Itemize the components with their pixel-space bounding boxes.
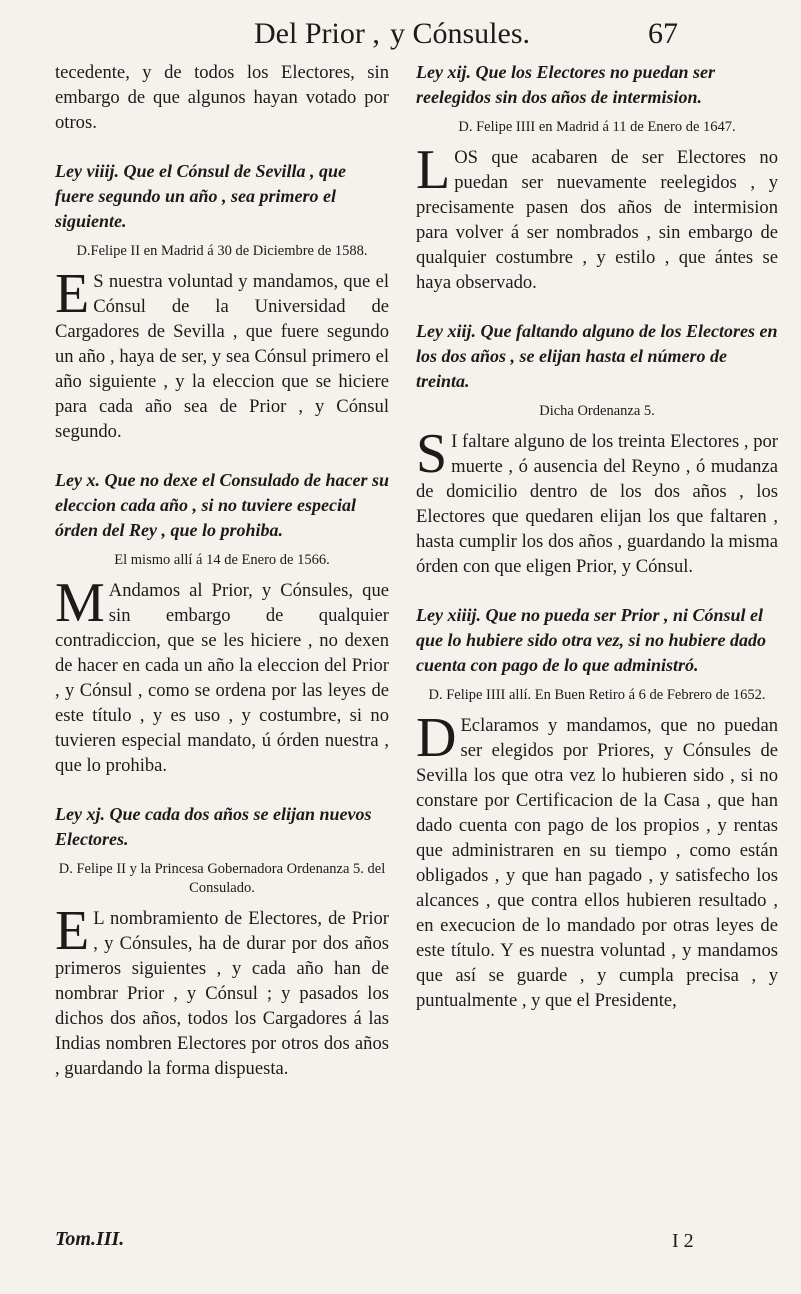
law-13-body [416, 423, 778, 579]
law-10-body [55, 572, 389, 778]
law-13-text: I faltare alguno de los treinta Electores , por muerte , ó ausencia del Reyno , ó mudanza de domicilio dentro de los dos años , los Electores que quedaren elijan los que faltaren , hasta cumplir los dos años , guardando la misma órden con que eligen Prior, y Cónsul. [416, 431, 778, 577]
law-11-drop-cap: E [55, 900, 90, 962]
law-9-text: S nuestra voluntad y mandamos, que el Cónsul de la Universidad de Cargadores de Sevilla , que fuere segundo un año , haya de ser, y sea Cónsul primero el año siguiente , y la eleccion que se hiciere para cada año sea de Prior , y Cónsul segundo. [55, 271, 389, 442]
law-14-reference: D. Felipe IIII allí. En Buen Retiro á 6 de Febrero de 1652. [428, 687, 766, 703]
law-10-drop-cap: M [55, 572, 105, 634]
volume-label: Tom.III. [55, 1228, 125, 1250]
law-9-drop-cap: E [55, 263, 90, 325]
law-10-title: Ley x. Que no dexe el Consulado de hacer su eleccion cada año , si no tuviere especial órden del Rey , que lo prohiba. [55, 470, 389, 540]
intro-paragraph: tecedente, y de todos los Electores, sin embargo de que algunos hayan votado por otros. [55, 62, 389, 133]
law-12-title: Ley xij. Que los Electores no puedan ser reelegidos sin dos años de intermision. [416, 62, 715, 107]
signature-mark: I 2 [672, 1230, 694, 1252]
law-12-body [416, 139, 778, 295]
law-9-title: Ley viiij. Que el Cónsul de Sevilla , que fuere segundo un año , sea primero el siguiente. [55, 161, 346, 231]
law-13-title: Ley xiij. Que faltando alguno de los Electores en los dos años , se elijan hasta el número de treinta. [416, 321, 778, 391]
law-14-body [416, 707, 778, 1013]
law-11-body [55, 900, 389, 1081]
law-13-drop-cap: S [416, 423, 448, 485]
running-head-right: y Cónsules. [390, 17, 531, 50]
running-head-left: Del Prior , [254, 17, 380, 50]
law-11-title: Ley xj. Que cada dos años se elijan nuevos Electores. [55, 804, 372, 849]
law-9-reference: D.Felipe II en Madrid á 30 de Diciembre de 1588. [76, 243, 368, 259]
law-10-reference: El mismo allí á 14 de Enero de 1566. [114, 552, 330, 568]
law-11-text: L nombramiento de Electores, de Prior , y Cónsules, ha de durar por dos años primeros siguientes , y cada año han de nombrar Prior , y Cónsul ; y pasados los dichos dos años, todos los Cargadores á las Indias nombren Electores por otros dos años , guardando la forma dispuesta. [55, 908, 389, 1079]
law-14-drop-cap: D [416, 707, 457, 769]
page-number: 67 [648, 17, 678, 50]
running-head [0, 14, 801, 54]
right-column [416, 60, 778, 1013]
law-12-text: OS que acabaren de ser Electores no puedan ser nuevamente reelegidos , y precisamente pasen dos años de intermision para volver á ser nombrados , sin embargo de qualquier costumbre , y estilo , que ántes se haya observado. [416, 147, 778, 293]
law-9-body [55, 263, 389, 444]
law-14-text: Eclaramos y mandamos, que no puedan ser elegidos por Priores, y Cónsules de Sevilla los que otra vez lo hubieren sido , si no constare por Certificacion de la Casa , que han dado cuenta con pago de los propios , y rentas que administraren en su tiempo , como están obligados , y que han pagado , y satisfecho los alcances , que contra ellos hubieren resultado , en execucion de lo mandado por otras leyes de este título. Y es nuestra voluntad , y mandamos que así se guarde , y cumpla precisa , y puntualmente , y que el Presidente, [416, 715, 778, 1011]
law-13-reference: Dicha Ordenanza 5. [539, 403, 655, 419]
law-14-title: Ley xiiij. Que no pueda ser Prior , ni Cónsul el que lo hubiere sido otra vez, si no hubiere dado cuenta con pago de lo que administró. [416, 605, 767, 675]
law-12-reference: D. Felipe IIII en Madrid á 11 de Enero de 1647. [458, 119, 736, 135]
law-12-drop-cap: L [416, 139, 451, 201]
left-column [55, 60, 389, 1081]
law-11-reference: D. Felipe II y la Princesa Gobernadora Ordenanza 5. del Consulado. [58, 861, 386, 896]
law-10-text: Andamos al Prior, y Cónsules, que sin embargo de qualquier contradiccion, que se les hiciere , no dexen de hacer en cada un año la eleccion del Prior , y Cónsul , como se ordena por las leyes de este título , y es uso , y costumbre, si no tuvieren especial mandato, ú órden nuestra , que lo prohiba. [55, 580, 389, 776]
